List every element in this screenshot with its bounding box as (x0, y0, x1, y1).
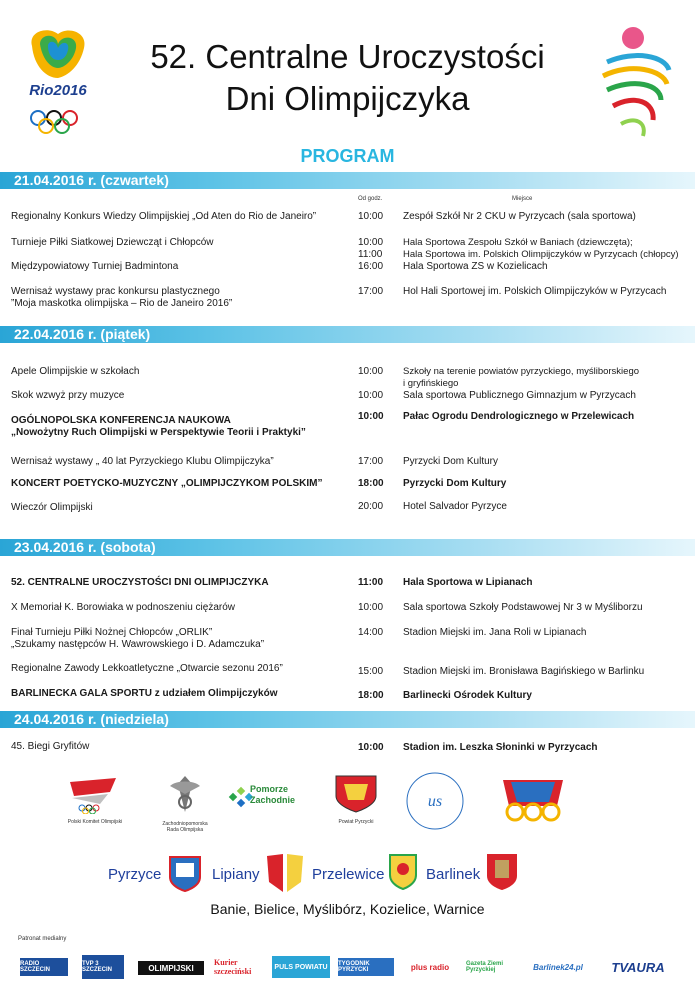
zro-logo (150, 772, 220, 833)
event-time: 10:00 11:00 (358, 237, 384, 260)
day-date: 23.04.2016 r. (sobota) (14, 539, 156, 555)
event-time: 10:00 (358, 366, 384, 377)
event-place: Pałac Ogrodu Dendrologicznego w Przelewicach (403, 411, 635, 422)
page-title-line2: Dni Olimpijczyka (225, 80, 470, 117)
media-barlinek24: Barlinek24.pl (528, 958, 588, 976)
media-label: Patronat medialny (18, 936, 67, 942)
lipiany-crest (265, 852, 305, 901)
day-bar-1 (0, 172, 695, 189)
media-tvaura: TVAURA (606, 958, 670, 976)
event-name: X Memoriał K. Borowiaka w podnoszeniu ciężarów (11, 602, 235, 613)
powiat-caption: Powiat Pyrzycki (338, 819, 374, 825)
pko-caption: Polski Komitet Olimpijski (67, 819, 123, 825)
event-time: 15:00 (358, 666, 384, 677)
powiat-pyrzycki-crest (326, 774, 386, 825)
media-tvp3: TVP 3 SZCZECIN (82, 955, 124, 979)
event-name: Regionalne Zawody Lekkoatletyczne „Otwarcie sezonu 2016” (11, 663, 283, 674)
towns-line: Banie, Bielice, Myślibórz, Kozielice, Warnice (210, 901, 485, 917)
event-place: Hala Sportowa ZS w Kozielicach (403, 261, 548, 272)
event-place: Pyrzycki Dom Kultury (403, 478, 507, 489)
city-barlinek: Barlinek (426, 866, 481, 883)
event-place: Szkoły na terenie powiatów pyrzyckiego, myśliborskiego i gryfińskiego (403, 366, 640, 389)
event-name: Wernisaż wystawy „ 40 lat Pyrzyckiego Klubu Olimpijczyka” (11, 456, 274, 467)
city-pyrzyce: Pyrzyce (108, 866, 162, 883)
media-olimpijski: OLIMPIJSKI (138, 961, 204, 975)
event-place: Stadion im. Leszka Słoninki w Pyrzycach (403, 742, 598, 753)
event-place: Hala Sportowa Zespołu Szkół w Baniach (dziewczęta); Hala Sportowa im. Polskich Olimpijczyków w Pyrzycach (chłopcy) (403, 237, 679, 260)
event-name: Wernisaż wystawy prac konkursu plastycznego ”Moja maskotka olimpijska – Rio de Janeiro 2016” (11, 286, 233, 309)
event-time: 10:00 (358, 602, 384, 613)
col-header-place: Miejsce (512, 196, 533, 202)
event-place: Hol Hali Sportowej im. Polskich Olimpijczyków w Pyrzycach (403, 286, 667, 297)
day-bar-2 (0, 326, 695, 343)
event-name: Turnieje Piłki Siatkowej Dziewcząt i Chłopców (11, 237, 214, 248)
city-lipiany: Lipiany (212, 866, 260, 883)
media-plus-radio: plus radio (400, 956, 460, 978)
event-time: 14:00 (358, 627, 384, 638)
media-kurier: Kurier szczeciński (214, 956, 266, 978)
event-name: KONCERT POETYCKO-MUZYCZNY „OLIMPIJCZYKOM POLSKIM” (11, 478, 323, 489)
us-logo (404, 770, 466, 832)
event-time: 10:00 (358, 390, 384, 401)
event-name: Apele Olimpijskie w szkołach (11, 366, 140, 377)
day-bar-4 (0, 711, 695, 728)
event-name: OGÓLNOPOLSKA KONFERENCJA NAUKOWA „Nowożytny Ruch Olimpijski w Perspektywie Teorii i Praktyki” (11, 415, 306, 438)
event-place: Hala Sportowa w Lipianach (403, 577, 533, 588)
rio-logo-text: Rio2016 (29, 82, 87, 99)
event-time: 17:00 (358, 286, 384, 297)
day-bar-3 (0, 539, 695, 556)
event-time: 10:00 (358, 742, 384, 753)
zro-caption: Zachodniopomorska Rada Olimpijska (162, 821, 208, 833)
media-gazeta: Gazeta Ziemi Pyrzyckiej (466, 956, 524, 978)
barlinek-crest (485, 852, 519, 897)
event-name: BARLINECKA GALA SPORTU z udziałem Olimpijczyków (11, 688, 278, 699)
pomorze-zachodnie-logo (228, 778, 298, 818)
event-time: 17:00 (358, 456, 384, 467)
olympic-club-logo (497, 776, 569, 833)
event-time: 10:00 (358, 411, 384, 422)
event-name: Skok wzwyż przy muzyce (11, 390, 125, 401)
media-tygodnik: TYGODNIK PYRZYCKI (338, 958, 394, 976)
event-time: 20:00 (358, 501, 384, 512)
event-place: Pyrzycki Dom Kultury (403, 456, 499, 467)
event-place: Barlinecki Ośrodek Kultury (403, 690, 532, 701)
event-time: 10:00 (358, 211, 384, 222)
przelewice-crest (388, 853, 418, 896)
event-name: Wieczór Olimpijski (11, 502, 93, 513)
event-name: 52. CENTRALNE UROCZYSTOŚCI DNI OLIMPIJCZYKA (11, 577, 269, 588)
col-header-time: Od godz. (358, 196, 383, 202)
day-date: 22.04.2016 r. (piątek) (14, 326, 151, 342)
event-name: 45. Biegi Gryfitów (11, 741, 90, 752)
olympic-flame-logo (595, 22, 675, 142)
media-puls-powiatu: PULS POWIATU (272, 956, 330, 978)
pomorze-caption: Pomorze Zachodnie (250, 784, 296, 805)
program-heading: PROGRAM (300, 146, 395, 166)
media-radio-szczecin: RADIO SZCZECIN (20, 958, 68, 976)
svg-text:us: us (427, 793, 443, 810)
page-title-line1: 52. Centralne Uroczystości (150, 38, 545, 75)
day-date: 24.04.2016 r. (niedziela) (14, 711, 169, 727)
event-place: Sala sportowa Publicznego Gimnazjum w Pyrzycach (403, 390, 636, 401)
pko-logo (60, 774, 130, 825)
event-name: Regionalny Konkurs Wiedzy Olimpijskiej „Od Aten do Rio de Janeiro” (11, 211, 317, 222)
event-place: Stadion Miejski im. Bronisława Bagińskiego w Barlinku (403, 666, 645, 677)
event-place: Sala sportowa Szkoły Podstawowej Nr 3 w Myśliborzu (403, 602, 643, 613)
city-przelewice: Przelewice (312, 866, 385, 883)
event-name: Finał Turnieju Piłki Nożnej Chłopców „ORLIK” „Szukamy następców H. Wawrowskiego i D. Adamczuka” (11, 627, 265, 650)
event-time: 11:00 (358, 577, 384, 588)
event-place: Stadion Miejski im. Jana Roli w Lipianach (403, 627, 587, 638)
event-time: 18:00 (358, 690, 384, 701)
day-date: 21.04.2016 r. (czwartek) (14, 172, 169, 188)
event-time: 16:00 (358, 261, 384, 272)
event-time: 18:00 (358, 478, 384, 489)
event-place: Zespół Szkół Nr 2 CKU w Pyrzycach (sala sportowa) (403, 211, 636, 222)
event-name: Międzypowiatowy Turniej Badmintona (11, 261, 179, 272)
event-place: Hotel Salvador Pyrzyce (403, 501, 507, 512)
pyrzyce-crest (168, 855, 202, 898)
